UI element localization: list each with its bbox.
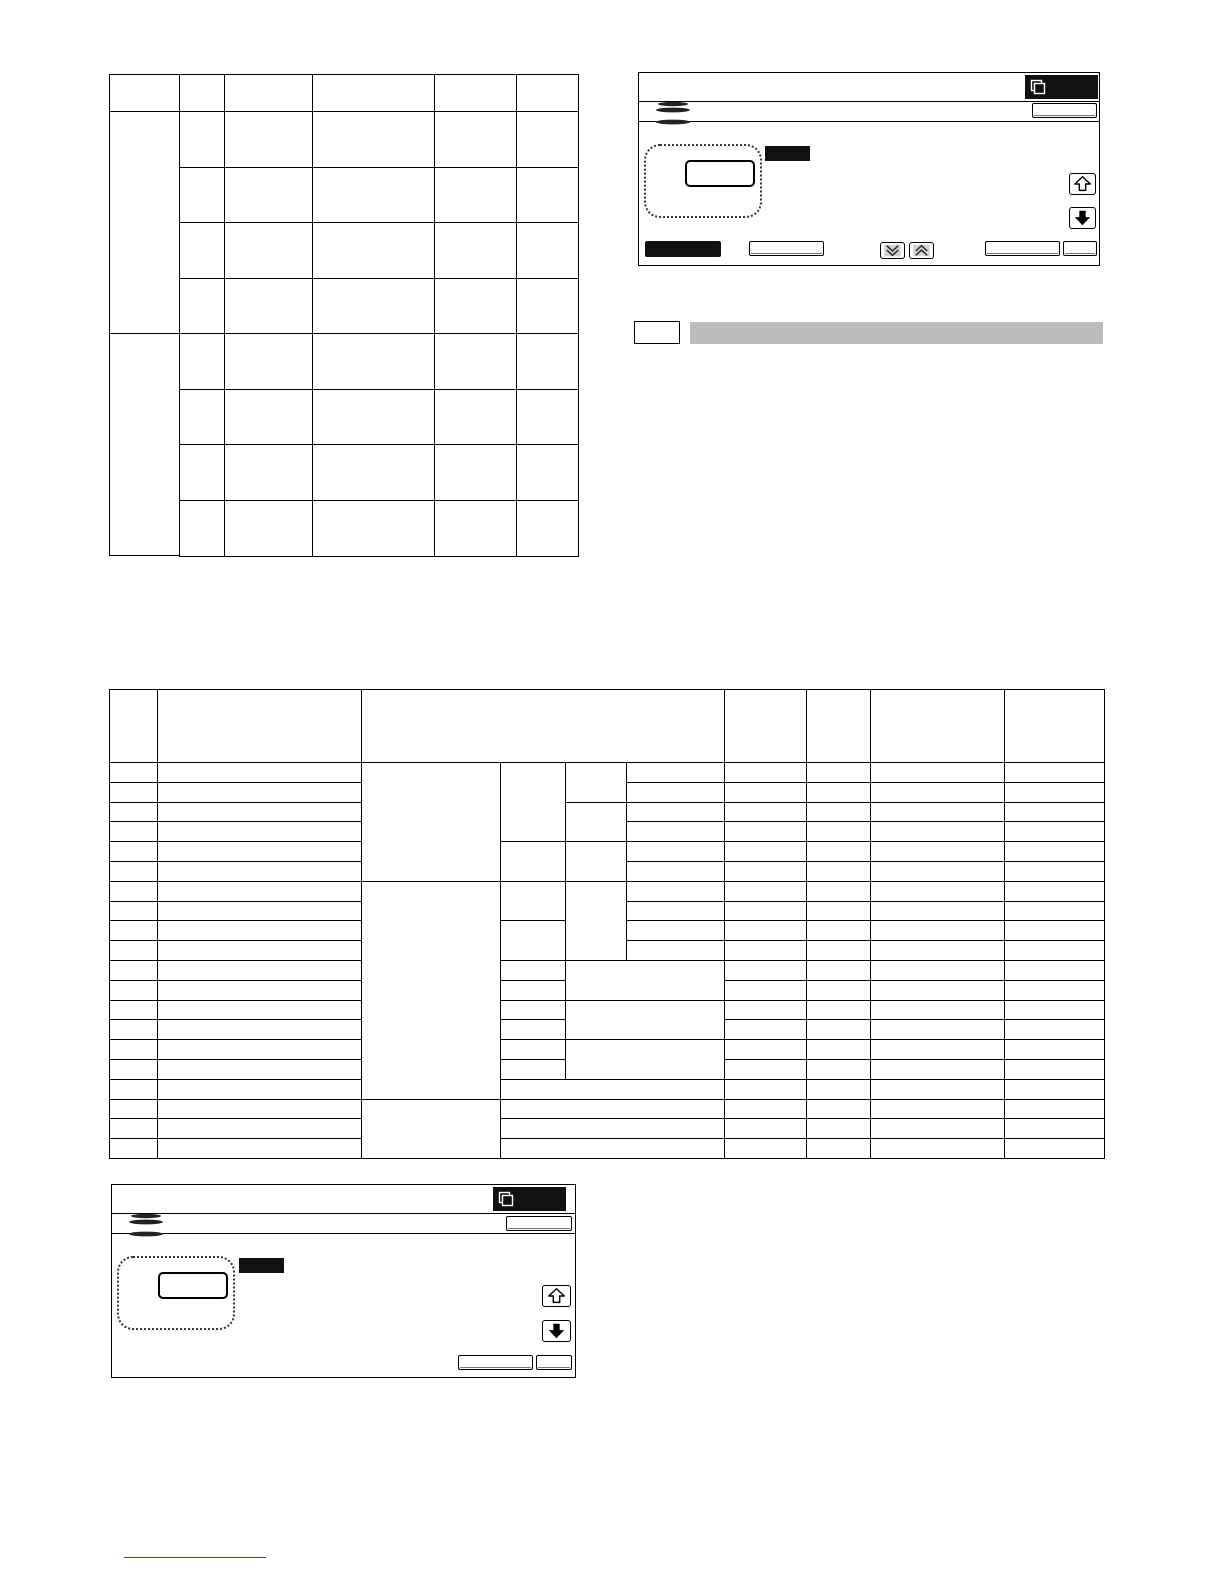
table-main-cell	[157, 940, 362, 961]
table-main-merged-cell	[500, 762, 566, 842]
table-main-cell	[157, 901, 362, 921]
table-top-cell	[516, 389, 579, 446]
table-top-group-cell	[109, 111, 180, 334]
table-top-cell	[312, 222, 435, 279]
table-main-merged-cell	[565, 802, 627, 842]
table-main-cell	[806, 861, 871, 882]
table-main-cell	[724, 861, 807, 882]
screen-b-arrow-up-button[interactable]	[542, 1285, 571, 1307]
table-top-cell	[434, 389, 517, 446]
table-main-cell	[806, 802, 871, 822]
table-main-cell	[724, 1099, 807, 1119]
table-main-merged-cell	[361, 762, 501, 882]
arrow-up-icon	[543, 1286, 570, 1306]
table-main-cell	[1004, 960, 1105, 981]
table-main-cell	[157, 920, 362, 941]
table-main-cell	[870, 1118, 1005, 1139]
table-main-header-cell	[157, 689, 362, 763]
table-top-header-cell	[109, 74, 180, 112]
table-main-cell	[724, 940, 807, 961]
table-main-cell	[1004, 861, 1105, 882]
table-main-cell	[626, 782, 725, 803]
table-main-cell	[724, 980, 807, 1001]
table-main-cell	[109, 1118, 158, 1139]
footer-link[interactable]	[124, 1545, 266, 1558]
screen-a-primary-button[interactable]	[645, 241, 721, 257]
screen-b-arrow-down-button[interactable]	[542, 1320, 571, 1342]
screen-a-secondary-button[interactable]	[749, 241, 824, 256]
table-main-cell	[870, 821, 1005, 842]
screen-a-value-field[interactable]	[685, 160, 755, 187]
screen-a-right-wide-button[interactable]	[985, 241, 1060, 256]
logo-stack-icon	[126, 1212, 166, 1238]
table-main-cell	[157, 861, 362, 882]
arrow-down-icon	[1070, 208, 1095, 228]
table-main-cell	[870, 1059, 1005, 1080]
table-main-cell	[724, 881, 807, 902]
page-up-icon	[910, 243, 933, 258]
table-main-cell	[157, 821, 362, 842]
table-main-cell	[724, 762, 807, 783]
table-main-cell	[806, 1099, 871, 1119]
table-main-cell	[806, 841, 871, 862]
table-main-merged-cell	[500, 1138, 725, 1159]
table-main-cell	[157, 1059, 362, 1080]
table-main-cell	[109, 1039, 158, 1060]
table-top-cell	[224, 278, 313, 335]
table-top-cell	[434, 167, 517, 224]
table-main-cell	[109, 802, 158, 822]
table-main-cell	[806, 920, 871, 941]
table-main-cell	[724, 841, 807, 862]
table-top-cell	[312, 167, 435, 224]
table-top-header-cell	[224, 74, 313, 112]
table-top-cell	[434, 444, 517, 501]
table-main-cell	[1004, 1138, 1105, 1159]
table-main-cell	[626, 881, 725, 902]
table-main-merged-cell	[500, 841, 566, 882]
table-main-cell	[806, 1118, 871, 1139]
table-main-cell	[1004, 762, 1105, 783]
section-number-box	[634, 321, 680, 344]
table-main-cell	[157, 1099, 362, 1119]
table-main-cell	[1004, 802, 1105, 822]
screen-a-arrow-down-button[interactable]	[1069, 207, 1096, 229]
table-main-cell	[157, 1138, 362, 1159]
table-main-cell	[1004, 920, 1105, 941]
screen-b-top-right-button[interactable]	[506, 1216, 572, 1231]
table-main-cell	[806, 940, 871, 961]
section-title-bar	[690, 322, 1103, 344]
table-main-cell	[806, 980, 871, 1001]
screen-b-value-field[interactable]	[158, 1272, 228, 1299]
screen-a-panel	[638, 72, 1100, 266]
table-top-header-cell	[516, 74, 579, 112]
table-top-cell	[516, 333, 579, 390]
screen-a-value-zone	[644, 144, 762, 218]
table-main-cell	[1004, 821, 1105, 842]
table-main-cell	[109, 1019, 158, 1040]
table-top-cell	[224, 500, 313, 557]
table-main-cell	[806, 1039, 871, 1060]
table-main-cell	[806, 762, 871, 783]
table-top-header-cell	[179, 74, 225, 112]
table-main-cell	[870, 1039, 1005, 1060]
table-main-cell	[109, 841, 158, 862]
table-main-cell	[724, 1059, 807, 1080]
table-main-cell	[870, 782, 1005, 803]
table-main-cell	[109, 1099, 158, 1119]
table-main-cell	[724, 1019, 807, 1040]
table-top-cell	[179, 444, 225, 501]
table-main-cell	[870, 1019, 1005, 1040]
table-main-merged-cell	[361, 881, 501, 1100]
table-main-cell	[870, 861, 1005, 882]
table-main-cell	[870, 1079, 1005, 1100]
table-main-merged-cell	[500, 1079, 725, 1100]
table-top-cell	[434, 500, 517, 557]
table-main-cell	[870, 1099, 1005, 1119]
table-main-cell	[1004, 1000, 1105, 1020]
table-main-header-cell	[109, 689, 158, 763]
table-main-merged-cell	[500, 881, 566, 921]
table-top-cell	[224, 222, 313, 279]
table-main-cell	[157, 980, 362, 1001]
table-main-cell	[500, 1039, 566, 1060]
table-main-cell	[724, 802, 807, 822]
table-main-cell	[1004, 980, 1105, 1001]
table-top-cell	[179, 389, 225, 446]
table-top-cell	[179, 278, 225, 335]
table-top-cell	[224, 111, 313, 168]
table-main-cell	[806, 821, 871, 842]
table-top-cell	[516, 278, 579, 335]
screen-a-counter-badge	[1025, 75, 1098, 99]
table-main-cell	[157, 1019, 362, 1040]
table-main-header-cell	[724, 689, 807, 763]
table-main-cell	[500, 1059, 566, 1080]
table-main-cell	[806, 1079, 871, 1100]
table-top-group-cell	[109, 333, 180, 556]
table-main-header-cell	[806, 689, 871, 763]
screen-a-right-small-button[interactable]	[1063, 241, 1097, 256]
table-main-cell	[724, 1000, 807, 1020]
table-top-cell	[516, 167, 579, 224]
table-main-cell	[724, 821, 807, 842]
table-main-cell	[870, 940, 1005, 961]
table-top-header-cell	[434, 74, 517, 112]
table-main-cell	[109, 1000, 158, 1020]
table-main-cell	[1004, 881, 1105, 902]
table-top-cell	[224, 389, 313, 446]
table-main-cell	[157, 1000, 362, 1020]
table-main-cell	[724, 901, 807, 921]
table-main-cell	[724, 1118, 807, 1139]
copy-icon	[1030, 79, 1046, 95]
table-main-cell	[500, 1019, 566, 1040]
table-main-cell	[157, 841, 362, 862]
copy-icon	[498, 1191, 514, 1207]
table-top-cell	[312, 389, 435, 446]
table-main-cell	[109, 881, 158, 902]
table-main-cell	[109, 762, 158, 783]
table-top-cell	[434, 111, 517, 168]
table-top-cell	[312, 444, 435, 501]
table-main-cell	[1004, 1099, 1105, 1119]
table-main-cell	[626, 802, 725, 822]
table-top-cell	[312, 333, 435, 390]
screen-b-right-wide-button[interactable]	[458, 1355, 533, 1370]
table-top-cell	[179, 167, 225, 224]
table-top-cell	[179, 222, 225, 279]
table-main-cell	[724, 1079, 807, 1100]
table-main-cell	[806, 782, 871, 803]
table-top-cell	[224, 167, 313, 224]
screen-a-arrow-up-button[interactable]	[1069, 173, 1096, 195]
arrow-up-icon	[1070, 174, 1095, 194]
table-main-cell	[626, 901, 725, 921]
table-main-cell	[870, 920, 1005, 941]
arrow-down-icon	[543, 1321, 570, 1341]
table-main-header-cell	[1004, 689, 1105, 763]
screen-a-page-down-button[interactable]	[880, 242, 905, 259]
table-main-cell	[870, 980, 1005, 1001]
table-main-cell	[806, 901, 871, 921]
table-top-cell	[312, 500, 435, 557]
table-main-cell	[870, 901, 1005, 921]
table-main-cell	[1004, 1059, 1105, 1080]
table-main-cell	[806, 1019, 871, 1040]
screen-a-top-right-button[interactable]	[1032, 103, 1097, 118]
table-main-header-cell	[870, 689, 1005, 763]
table-main-cell	[626, 841, 725, 862]
table-top-cell	[179, 333, 225, 390]
logo-stack-icon	[653, 100, 693, 126]
table-main-cell	[109, 901, 158, 921]
table-main-cell	[1004, 1118, 1105, 1139]
table-main-cell	[109, 1059, 158, 1080]
table-main-cell	[806, 1000, 871, 1020]
table-main-cell	[157, 1079, 362, 1100]
table-main-cell	[109, 1079, 158, 1100]
table-main-cell	[1004, 782, 1105, 803]
table-main-merged-cell	[500, 1118, 725, 1139]
table-main-cell	[500, 960, 566, 981]
table-main-merged-cell	[565, 841, 627, 882]
table-top-cell	[516, 500, 579, 557]
table-main-cell	[626, 920, 725, 941]
table-main-cell	[109, 960, 158, 981]
table-main-cell	[157, 960, 362, 981]
table-main-cell	[109, 940, 158, 961]
screen-b-right-small-button[interactable]	[536, 1355, 572, 1370]
page-down-icon	[881, 243, 904, 258]
table-main-cell	[870, 881, 1005, 902]
table-top-cell	[224, 444, 313, 501]
table-main-cell	[870, 1138, 1005, 1159]
table-main-merged-cell	[500, 1099, 725, 1119]
table-main-cell	[626, 940, 725, 961]
table-main-merged-cell	[361, 1099, 501, 1159]
table-main-merged-cell	[500, 920, 566, 961]
table-top-header-cell	[312, 74, 435, 112]
table-main-cell	[157, 782, 362, 803]
screen-a-page-up-button[interactable]	[909, 242, 934, 259]
table-main-cell	[109, 821, 158, 842]
table-top-cell	[434, 333, 517, 390]
table-top-cell	[312, 111, 435, 168]
table-main-header-cell	[361, 689, 725, 763]
table-main-cell	[806, 1138, 871, 1159]
table-main-cell	[626, 762, 725, 783]
table-main-cell	[806, 881, 871, 902]
table-main-cell	[626, 821, 725, 842]
table-main-cell	[724, 960, 807, 981]
table-main-cell	[870, 762, 1005, 783]
table-top-cell	[179, 111, 225, 168]
table-main-merged-cell	[565, 881, 627, 961]
table-main-cell	[870, 802, 1005, 822]
table-top-cell	[224, 333, 313, 390]
table-main-cell	[870, 841, 1005, 862]
screen-b-tag	[239, 1258, 284, 1273]
table-main-cell	[806, 1059, 871, 1080]
table-main-cell	[724, 1138, 807, 1159]
table-main-cell	[1004, 1039, 1105, 1060]
table-main-cell	[724, 1039, 807, 1060]
table-main-merged-cell	[565, 762, 627, 803]
table-main-cell	[1004, 1019, 1105, 1040]
table-top-cell	[434, 222, 517, 279]
table-main-cell	[157, 881, 362, 902]
table-main-cell	[1004, 901, 1105, 921]
table-main-cell	[157, 802, 362, 822]
table-top-cell	[516, 111, 579, 168]
table-top-cell	[434, 278, 517, 335]
table-main-cell	[870, 1000, 1005, 1020]
table-top-cell	[312, 278, 435, 335]
table-main-merged-cell	[565, 960, 725, 1001]
table-main-cell	[724, 920, 807, 941]
table-main-cell	[157, 762, 362, 783]
table-main-cell	[626, 861, 725, 882]
table-main-merged-cell	[565, 1039, 725, 1080]
screen-b-panel	[111, 1184, 576, 1378]
table-main-cell	[724, 782, 807, 803]
table-main-cell	[500, 1000, 566, 1020]
table-main-cell	[109, 1138, 158, 1159]
table-main-cell	[870, 960, 1005, 981]
table-main-cell	[1004, 841, 1105, 862]
table-main-merged-cell	[565, 1000, 725, 1040]
table-main-cell	[109, 980, 158, 1001]
table-main-cell	[806, 960, 871, 981]
screen-a-sub-bar	[639, 101, 1099, 122]
screen-b-value-zone	[117, 1256, 235, 1330]
table-main-cell	[109, 782, 158, 803]
table-main-cell	[109, 920, 158, 941]
table-main-cell	[1004, 940, 1105, 961]
table-top-cell	[516, 222, 579, 279]
table-main-cell	[157, 1039, 362, 1060]
screen-b-counter-badge	[493, 1187, 566, 1211]
table-top-cell	[179, 500, 225, 557]
table-main-cell	[1004, 1079, 1105, 1100]
table-main-cell	[157, 1118, 362, 1139]
table-main-cell	[500, 980, 566, 1001]
screen-a-tag	[765, 146, 810, 161]
table-top-cell	[516, 444, 579, 501]
table-main-cell	[109, 861, 158, 882]
